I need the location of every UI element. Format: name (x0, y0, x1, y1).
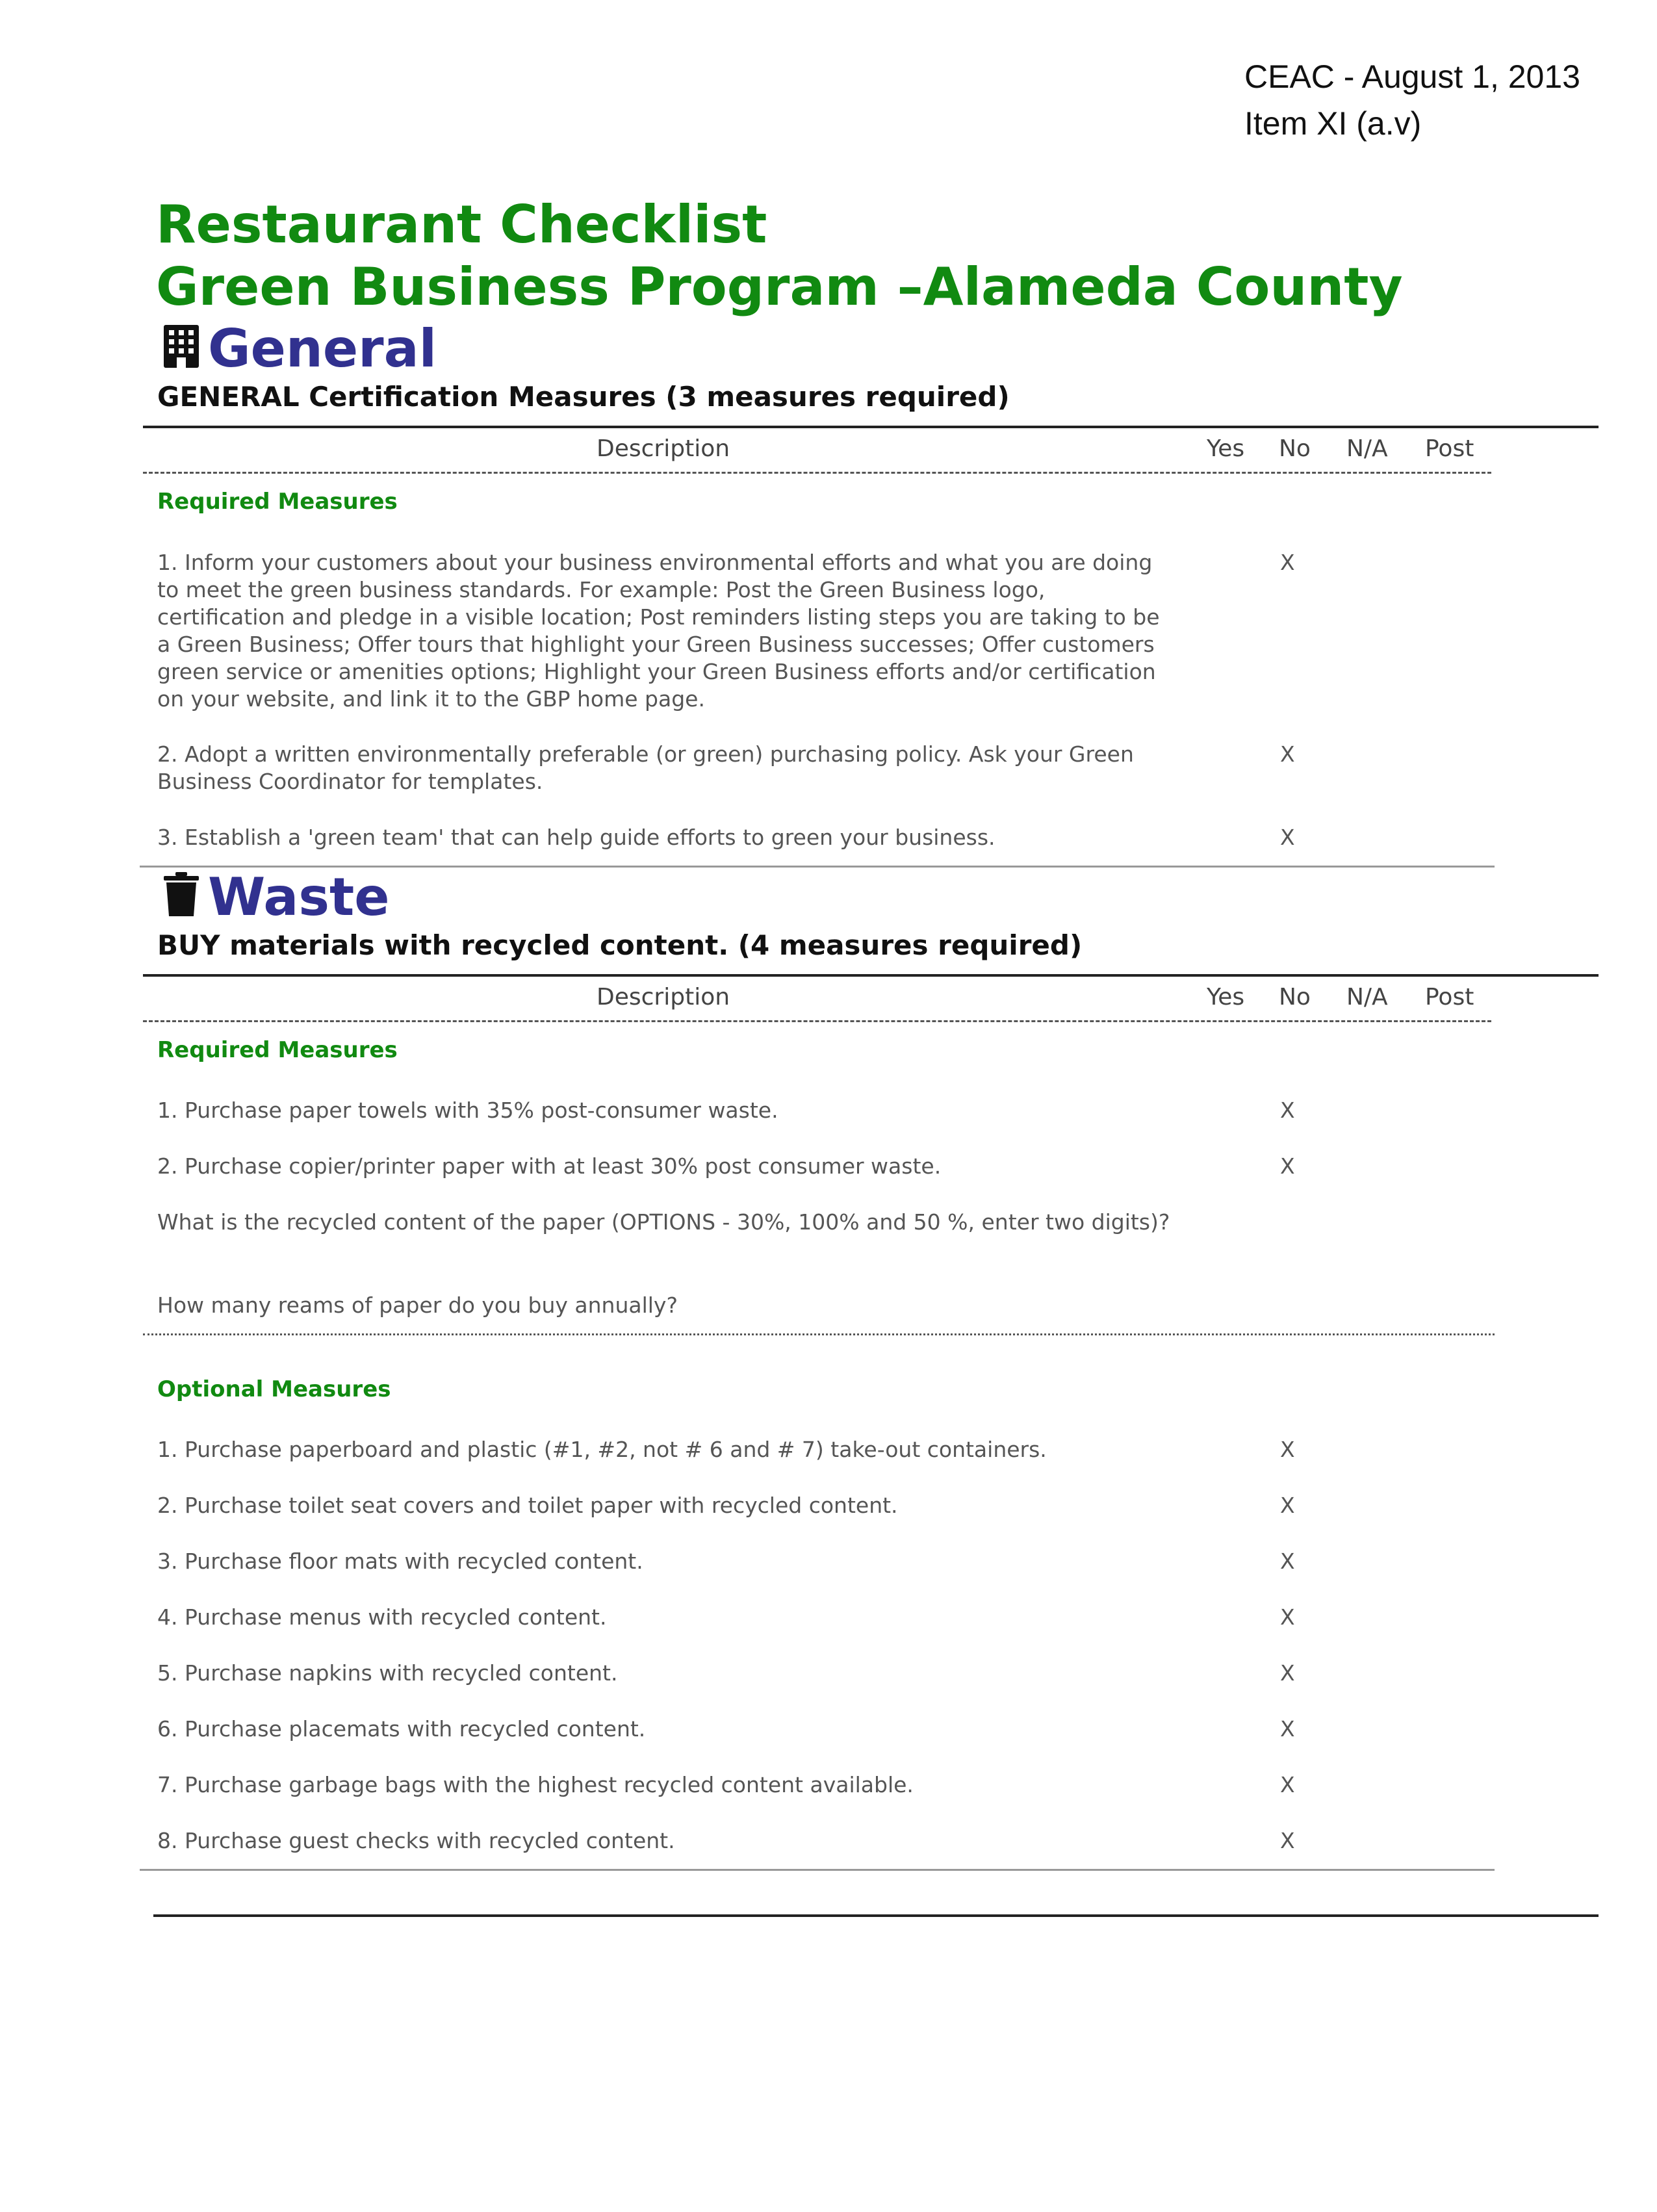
section-name-waste: Waste (208, 867, 390, 927)
list-item: 2. Purchase copier/printer paper with at least 30% post consumer waste. (157, 1153, 942, 1179)
no-mark: X (1280, 1828, 1295, 1853)
general-top-rule (143, 426, 1599, 428)
general-required-label: Required Measures (157, 489, 398, 515)
list-item: 2. Adopt a written environmentally preferable (or green) purchasing policy. Ask your Green Business Coordinator for templates. (157, 741, 1134, 794)
page-footer-rule (153, 1914, 1599, 1917)
document-reference (1244, 53, 1580, 147)
no-mark: X (1280, 1153, 1295, 1179)
list-item: 1. Purchase paperboard and plastic (#1, #2, not # 6 and # 7) take-out containers. (157, 1437, 1047, 1462)
reference-line-1: CEAC - August 1, 2013 (1244, 58, 1580, 95)
no-mark: X (1280, 741, 1295, 767)
list-item: 1. Purchase paper towels with 35% post-consumer waste. (157, 1098, 778, 1123)
list-item: 2. Purchase toilet seat covers and toilet paper with recycled content. (157, 1493, 898, 1518)
no-mark: X (1280, 1549, 1295, 1574)
list-item: 3. Establish a 'green team' that can help guide efforts to green your business. (157, 825, 995, 850)
column-header-no: No (1279, 984, 1311, 1010)
list-item: 8. Purchase guest checks with recycled content. (157, 1828, 675, 1853)
list-item: 7. Purchase garbage bags with the highest recycled content available. (157, 1772, 914, 1797)
column-header-description: Description (597, 984, 730, 1010)
waste-optional-label: Optional Measures (157, 1376, 391, 1402)
title-line-2: Green Business Program –Alameda County (156, 257, 1403, 317)
waste-bottom-rule (140, 1869, 1495, 1871)
no-mark: X (1280, 550, 1295, 575)
no-mark: X (1280, 1493, 1295, 1518)
building-icon (162, 324, 200, 369)
no-mark: X (1280, 1716, 1295, 1742)
title-line-1: Restaurant Checklist (156, 194, 767, 255)
waste-top-rule (143, 974, 1599, 977)
list-item: 6. Purchase placemats with recycled content. (157, 1716, 646, 1742)
trash-can-icon (162, 872, 200, 918)
no-mark: X (1280, 1660, 1295, 1686)
column-header-no: No (1279, 435, 1311, 462)
section-name-general: General (208, 318, 437, 379)
list-item: 3. Purchase floor mats with recycled content. (157, 1549, 643, 1574)
column-header-na: N/A (1346, 984, 1388, 1010)
column-header-post: Post (1425, 984, 1474, 1010)
column-header-yes: Yes (1207, 435, 1245, 462)
waste-required-label: Required Measures (157, 1037, 398, 1063)
reference-line-2: Item XI (a.v) (1244, 105, 1422, 142)
no-mark: X (1280, 1098, 1295, 1123)
column-header-na: N/A (1346, 435, 1388, 462)
column-header-description: Description (597, 435, 730, 462)
waste-subtitle: BUY materials with recycled content. (4 measures required) (157, 929, 1083, 961)
no-mark: X (1280, 1437, 1295, 1462)
no-mark: X (1280, 1772, 1295, 1797)
list-item: How many reams of paper do you buy annually? (157, 1292, 678, 1318)
page-title (156, 194, 1403, 318)
list-item: 4. Purchase menus with recycled content. (157, 1604, 607, 1630)
section-heading-waste (162, 869, 390, 925)
general-header-rule (143, 472, 1491, 474)
list-item: 5. Purchase napkins with recycled content. (157, 1660, 618, 1686)
column-header-post: Post (1425, 435, 1474, 462)
list-item: 1. Inform your customers about your business environmental efforts and what you are doing to meet the green business standards. For example: Post the Green Business logo, certification and pledge in a visible location; Post reminders listing steps you are taking to be a Green Business; Offer tours that highlight your Green Business successes; Offer customers green service or amenities options; Highlight your Green Business efforts and/or certification on your website, and link it to the GBP home page. (157, 550, 1160, 712)
list-item: What is the recycled content of the paper (OPTIONS - 30%, 100% and 50 %, enter two digits)? (157, 1209, 1170, 1235)
no-mark: X (1280, 1604, 1295, 1630)
required-optional-divider (143, 1333, 1495, 1335)
no-mark: X (1280, 825, 1295, 850)
section-heading-general (162, 318, 437, 379)
general-subtitle: GENERAL Certification Measures (3 measures required) (157, 381, 1010, 413)
column-header-yes: Yes (1207, 984, 1245, 1010)
waste-header-rule (143, 1020, 1491, 1022)
